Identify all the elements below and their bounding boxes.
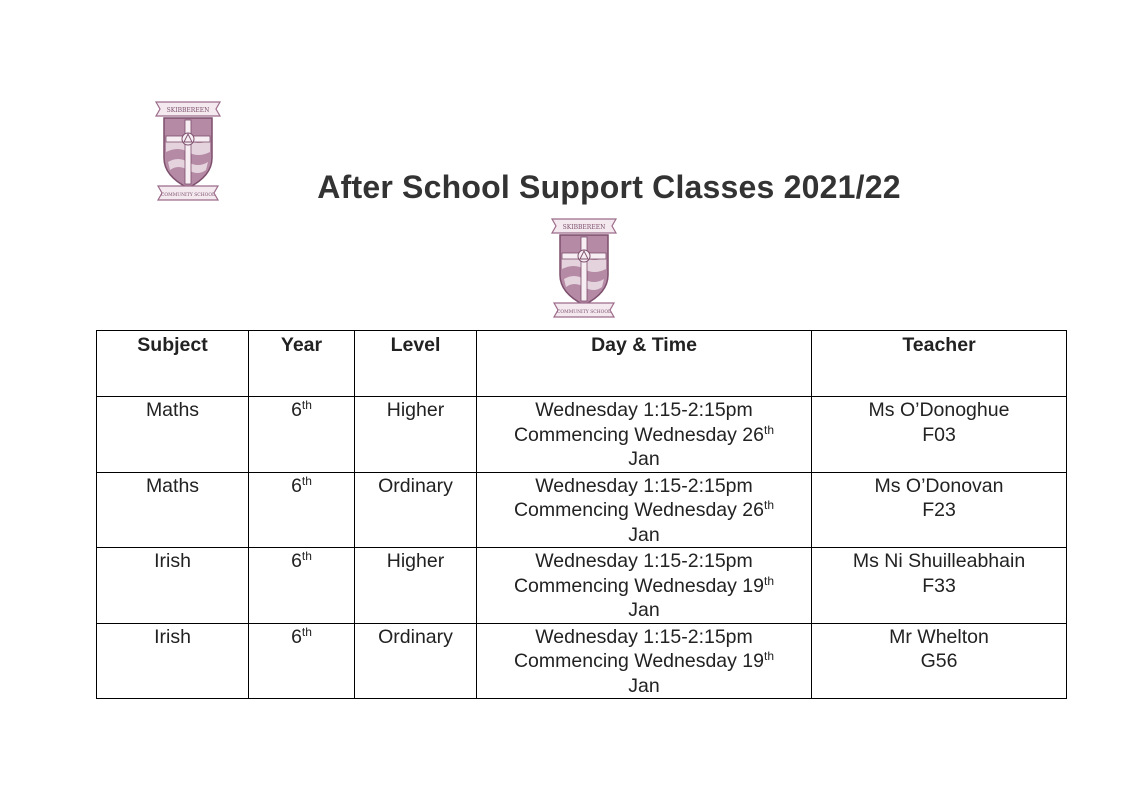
crest-banner-text: SKIBBEREEN [562,224,606,231]
teacher-cell [812,397,1067,473]
time-text: Wednesday 1:15-2:15pm [535,474,753,497]
support-classes-table [96,330,1067,699]
level-text: Higher [386,399,445,421]
teacher-name: Mr Whelton [889,625,989,648]
teacher-name: Ms O’Donoghue [868,399,1010,421]
commencing-line [481,423,807,448]
subject-cell [97,472,249,548]
room-number: G56 [920,650,958,672]
level-cell [355,623,477,699]
commencing-text: Commencing Wednesday 26 [513,423,764,446]
column-header-year: Year [249,331,355,397]
subject-cell [97,623,249,699]
level-cell [355,472,477,548]
table-row [97,623,1067,699]
subject-text: Irish [154,625,191,648]
table-row [97,397,1067,473]
column-header-subject: Subject [97,331,249,397]
month-text: Jan [628,674,660,697]
commencing-line [481,574,807,599]
crest-scroll-text: COMMUNITY SCHOOL [556,310,612,315]
crest-scroll-text: COMMUNITY SCHOOL [160,193,216,198]
school-crest-logo-center [548,213,620,319]
subject-text: Maths [145,399,200,421]
teacher-name: Ms Ni Shuilleabhain [852,550,1026,572]
month-text: Jan [628,599,660,621]
time-text: Wednesday 1:15-2:15pm [535,399,753,421]
year-cell [249,548,355,624]
column-header-teacher: Teacher [812,331,1067,397]
subject-text: Irish [154,550,191,572]
commencing-suffix: th [764,498,775,512]
teacher-cell [812,548,1067,624]
commencing-text: Commencing Wednesday 26 [513,499,764,521]
level-text: Ordinary [378,625,453,648]
year-text: 6 [291,474,302,497]
teacher-cell [812,623,1067,699]
month-text: Jan [628,523,660,546]
room-number: F33 [922,574,956,597]
subject-cell [97,397,249,473]
time-text: Wednesday 1:15-2:15pm [535,550,753,572]
year-text: 6 [291,399,302,421]
commencing-text: Commencing Wednesday 19 [513,650,764,672]
year-suffix: th [301,549,312,563]
commencing-suffix: th [764,573,775,588]
commencing-line [481,649,807,674]
year-suffix: th [301,473,312,488]
level-cell [355,548,477,624]
day-time-cell [477,623,812,699]
room-number: F23 [922,499,956,521]
month-text: Jan [628,448,660,470]
day-time-cell [477,472,812,548]
commencing-suffix: th [764,422,775,437]
teacher-name: Ms O’Donovan [874,474,1004,497]
table-header-row [97,331,1067,397]
year-cell [249,623,355,699]
crest-banner-text: SKIBBEREEN [166,107,210,114]
time-text: Wednesday 1:15-2:15pm [535,625,753,648]
column-header-level: Level [355,331,477,397]
column-header-day-time: Day & Time [477,331,812,397]
commencing-text: Commencing Wednesday 19 [513,574,764,597]
level-text: Ordinary [378,474,453,497]
year-suffix: th [301,624,312,639]
subject-text: Maths [145,474,200,497]
table-row [97,472,1067,548]
commencing-line [481,498,807,523]
day-time-cell [477,548,812,624]
page-title: After School Support Classes 2021/22 [317,169,901,205]
teacher-cell [812,472,1067,548]
level-text: Higher [386,550,445,572]
subject-cell [97,548,249,624]
level-cell [355,397,477,473]
year-suffix: th [301,398,312,412]
room-number: F03 [922,423,956,446]
year-cell [249,397,355,473]
commencing-suffix: th [764,649,775,663]
year-text: 6 [291,625,302,648]
year-text: 6 [291,550,302,572]
day-time-cell [477,397,812,473]
year-cell [249,472,355,548]
table-row [97,548,1067,624]
